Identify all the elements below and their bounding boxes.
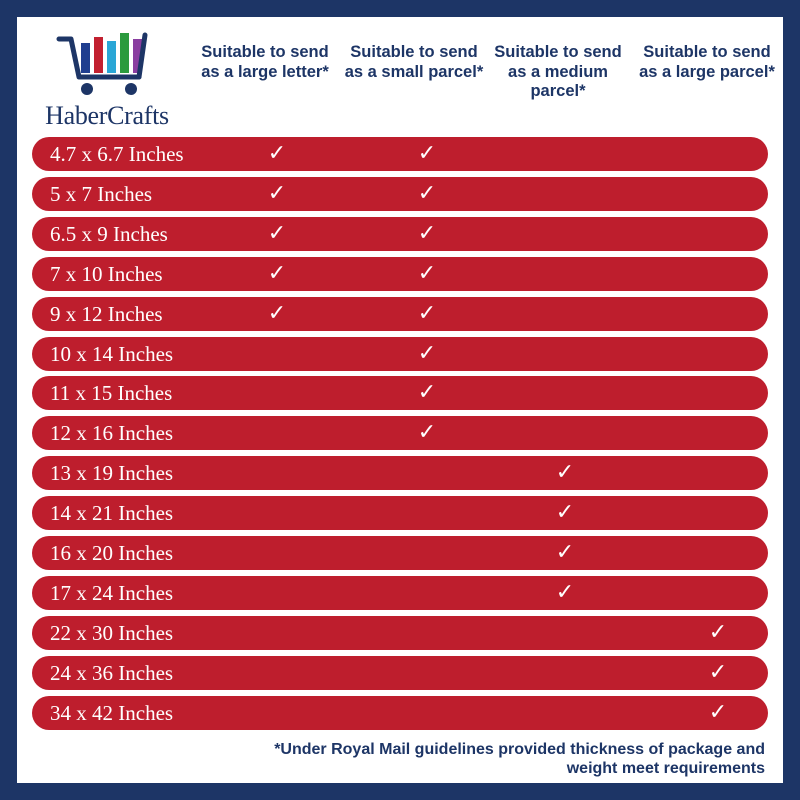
- size-row: [32, 696, 768, 730]
- check-icon: ✓: [267, 141, 287, 166]
- size-row: [32, 496, 768, 530]
- size-label: 22 x 30 Inches: [50, 620, 174, 645]
- size-label: 11 x 15 Inches: [50, 381, 173, 406]
- size-row: [32, 337, 768, 371]
- check-icon: ✓: [417, 260, 437, 286]
- check-icon: ✓: [417, 420, 437, 446]
- check-icon: ✓: [555, 460, 575, 486]
- size-label: 17 x 24 Inches: [50, 580, 174, 605]
- check-icon: ✓: [555, 500, 575, 526]
- size-label: 16 x 20 Inches: [50, 541, 174, 565]
- brand-name: HaberCrafts: [45, 101, 169, 130]
- size-label: 12 x 16 Inches: [50, 421, 174, 446]
- size-row: [32, 217, 768, 251]
- size-row: [32, 536, 768, 570]
- check-icon: ✓: [267, 220, 287, 246]
- size-label: 4.7 x 6.7 Inches: [50, 142, 184, 166]
- check-icon: ✓: [708, 619, 728, 645]
- size-label: 14 x 21 Inches: [50, 501, 174, 526]
- column-header-large-letter: Suitable to send as a large letter*: [201, 43, 329, 81]
- check-icon: ✓: [267, 260, 287, 286]
- size-label: 24 x 36 Inches: [50, 660, 174, 685]
- column-header-medium-parcel: Suitable to send as a medium parcel*: [494, 43, 622, 100]
- size-label: 5 x 7 Inches: [50, 181, 153, 206]
- check-icon: ✓: [417, 141, 437, 166]
- size-label: 10 x 14 Inches: [50, 341, 174, 366]
- size-row: [32, 257, 768, 291]
- size-row: [32, 616, 768, 650]
- shopping-cart-icon: [45, 29, 155, 101]
- size-row: [32, 297, 768, 331]
- size-label: 9 x 12 Inches: [50, 301, 163, 326]
- size-row: [32, 576, 768, 610]
- brand-logo: [27, 29, 187, 139]
- size-row: [32, 416, 768, 450]
- footnote: *Under Royal Mail guidelines provided thickness of package and weight meet requirements: [274, 741, 765, 777]
- size-row: [32, 456, 768, 490]
- check-icon: ✓: [267, 180, 287, 206]
- size-row: [32, 137, 768, 171]
- column-header-small-parcel: Suitable to send as a small parcel*: [344, 43, 484, 81]
- size-chart-card: [17, 17, 783, 783]
- check-icon: ✓: [417, 340, 437, 366]
- check-icon: ✓: [417, 180, 437, 206]
- check-icon: ✓: [555, 579, 575, 605]
- check-icon: ✓: [708, 699, 728, 725]
- size-label: 7 x 10 Inches: [50, 261, 163, 286]
- check-icon: ✓: [417, 300, 437, 326]
- check-icon: ✓: [708, 659, 728, 685]
- size-row: [32, 656, 768, 690]
- check-icon: ✓: [555, 540, 575, 565]
- check-icon: ✓: [417, 380, 437, 406]
- size-label: 34 x 42 Inches: [50, 700, 174, 725]
- size-row: [32, 376, 768, 410]
- size-label: 13 x 19 Inches: [50, 461, 174, 486]
- check-icon: ✓: [267, 300, 287, 326]
- size-row: [32, 177, 768, 211]
- size-label: 6.5 x 9 Inches: [50, 221, 168, 246]
- column-header-large-parcel: Suitable to send as a large parcel*: [639, 43, 775, 81]
- check-icon: ✓: [417, 220, 437, 246]
